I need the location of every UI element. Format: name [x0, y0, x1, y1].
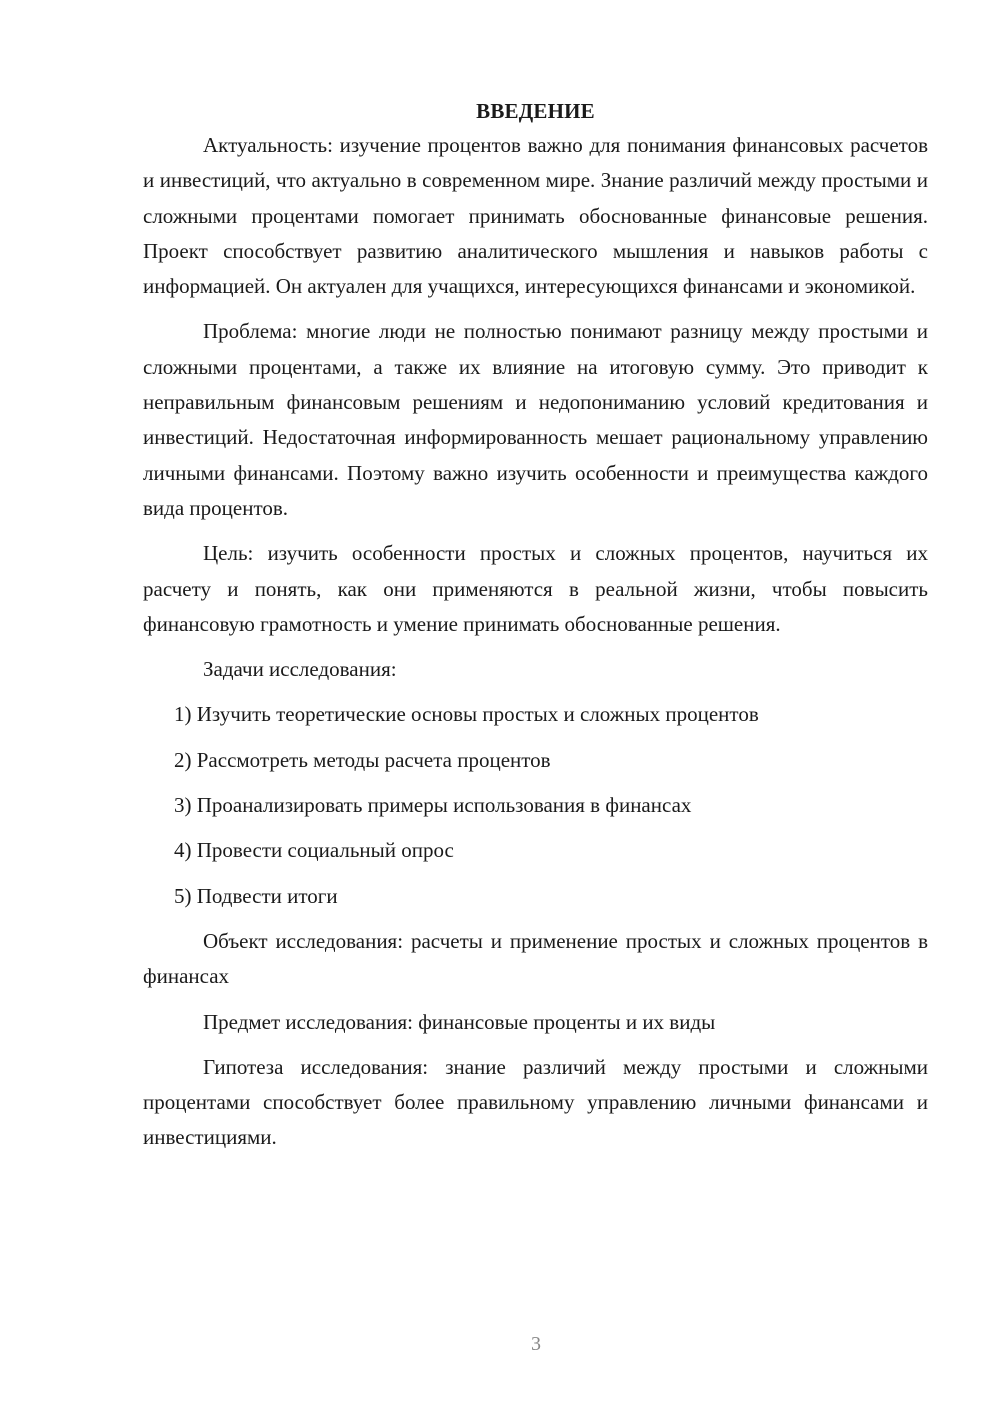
- tasks-list: [143, 697, 928, 913]
- list-item: 3) Проанализировать примеры использования в финансах: [174, 793, 692, 818]
- paragraph-subject: Предмет исследования: финансовые проценты и их виды: [203, 1009, 716, 1034]
- document-body: [143, 96, 928, 1166]
- paragraph-object: Объект исследования: расчеты и применение простых и сложных процентов в финансах: [143, 928, 928, 989]
- list-item: 1) Изучить теоретические основы простых и сложных процентов: [174, 702, 759, 727]
- list-item: 2) Рассмотреть методы расчета процентов: [174, 747, 551, 772]
- page-title: ВВЕДЕНИЕ: [476, 99, 595, 123]
- list-item: 4) Провести социальный опрос: [174, 838, 454, 863]
- paragraph-goal: Цель: изучить особенности простых и сложных процентов, научиться их расчету и понять, как они применяются в реальной жизни, чтобы повысить финансовую грамотность и умение принимать обоснованные решения.: [143, 541, 928, 636]
- paragraph-relevance: Актуальность: изучение процентов важно для понимания финансовых расчетов и инвестиций, что актуально в современном мире. Знание различий между простыми и сложными процентами помогает принимать обоснованные финансовые решения. Проект способствует развитию аналитического мышления и навыков работы с информацией. Он актуален для учащихся, интересующихся финансами и экономикой.: [143, 133, 928, 299]
- list-item: 5) Подвести итоги: [174, 883, 338, 908]
- paragraph-problem: Проблема: многие люди не полностью понимают разницу между простыми и сложными процентами, а также их влияние на итоговую сумму. Это приводит к неправильным финансовым решениям и недопониманию условий кредитования и инвестиций. Недостаточная информированность мешает рациональному управлению личными финансами. Поэтому важно изучить особенности и преимущества каждого вида процентов.: [143, 319, 928, 520]
- page-number: 3: [531, 1333, 541, 1355]
- tasks-heading: Задачи исследования:: [203, 657, 397, 682]
- paragraph-hypothesis: Гипотеза исследования: знание различий между простыми и сложными процентами способствует более правильному управлению личными финансами и инвестициями.: [143, 1054, 928, 1150]
